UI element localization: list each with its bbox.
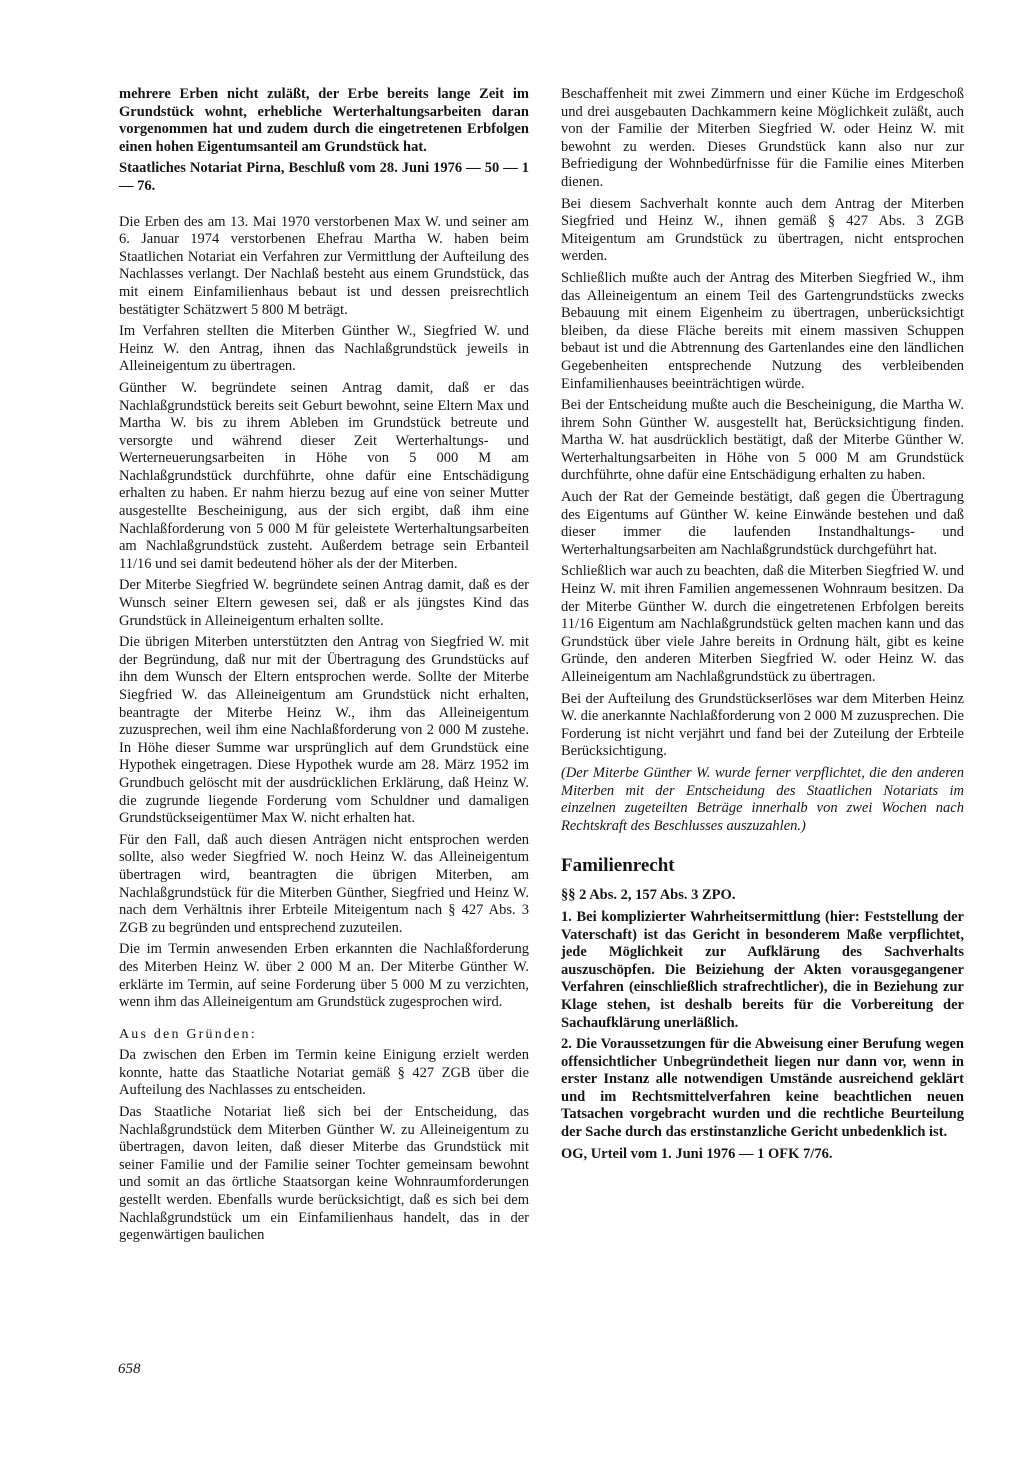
right-column (561, 86, 964, 1167)
headnote: 2. Die Voraussetzungen für die Abweisung einer Berufung wegen offensichtlicher Unbegründetheit liegen nur dann vor, wenn in erster Instanz alle notwendigen Umstände ausreichend geklärt und im Rechtsmittelverfahren keine beachtlichen neuen Tatsachen vorgebracht wurden und die rechtliche Beurteilung der Sache durch das erstinstanzliche Gericht unbedenklich ist. (561, 1036, 964, 1141)
section-heading: Familienrecht (561, 855, 675, 877)
reasons-paragraph: Auch der Rat der Gemeinde bestätigt, daß gegen die Übertragung des Eigentums auf Günther W. keine Einwände bestehen und daß dieser immer die laufenden Instandhaltungs- und Werterhaltungsarbeiten am Nachlaßgrundstück durchgeführt hat. (561, 489, 964, 558)
headnote: 1. Bei komplizierter Wahrheitsermittlung (hier: Feststellung der Vaterschaft) ist das Gericht in besonderem Maße verpflichtet, jede Möglichkeit zur Aufklärung des Sachverhalts auszuschöpfen. Die Beiziehung der Akten vorausgegangener Verfahren (einschließlich strafrechtlicher), die in Beziehung zur Klage stehen, ist deshalb bereits für die Vorbereitung der Sachaufklärung unerläßlich. (561, 908, 964, 1031)
statute-reference: §§ 2 Abs. 2, 157 Abs. 3 ZPO. (561, 887, 736, 904)
reasons-paragraph: Schließlich war auch zu beachten, daß die Miterben Siegfried W. und Heinz W. mit ihren Familien angemessenen Wohnraum besitzen. Da der Miterbe Günther W. durch die eingetretenen Erbfolgen bereits 11/16 Eigentum am Nachlaßgrundstück gelten machen kann und das Grundstück über viele Jahre bereits in Ordnung hält, gibt es keine Gründe, den anderen Miterben Siegfried W. oder Heinz W. das Alleineigentum am Nachlaßgrundstück zu übertragen. (561, 563, 964, 685)
facts-paragraph: Günther W. begründete seinen Antrag damit, daß er das Nachlaßgrundstück bereits seit Geburt bewohnt, seine Eltern Max und Martha W. bis zu ihrem Ableben im Grundstück betreute und versorgte und während dieser Zeit Werterhaltungs- und Werterneuerungsarbeiten in Höhe von 5 000 M am Nachlaßgrundstück durchführte, ohne dafür eine Entschädigung erhalten zu haben. Er nahm hierzu bezug auf eine von seiner Mutter ausgestellte Bescheinigung, aus der sich ergibt, daß ihm eine Nachlaßforderung von 5 000 M für geleistete Werterhaltungsarbeiten am Nachlaßgrundstück zusteht. Außerdem betrage sein Erbanteil 11/16 und sei damit bedeutend höher als der der Miterben. (119, 379, 529, 572)
decision-summary: mehrere Erben nicht zuläßt, der Erbe bereits lange Zeit im Grundstück wohnt, erhebliche Werterhaltungsarbeiten daran vorgenommen hat und zudem durch die eingetretenen Erbfolgen einen hohen Eigentumsanteil am Grundstück hat. (119, 86, 529, 155)
reasons-paragraph: Schließlich mußte auch der Antrag des Miterben Siegfried W., ihm das Alleineigentum an einem Teil des Gartengrundstücks zwecks Bebauung mit einem Eigenheim zu übertragen, unberücksichtigt bleiben, da diese Fläche bereits mit einem massiven Schuppen bebaut ist und die Abtrennung des Gartenlandes eine den ländlichen Gegebenheiten entsprechende Nutzung des verbleibenden Einfamilienhauses beeinträchtigen würde. (561, 269, 964, 392)
facts-paragraph: Für den Fall, daß auch diesen Anträgen nicht entsprochen werden sollte, also weder Siegfried W. noch Heinz W. das Alleineigentum übertragen wird, beantragten die übrigen Miterben, am Nachlaßgrundstück für die Miterben Günther, Siegfried und Heinz W. nach dem Verhältnis ihrer Erbteile Miteigentum nach § 427 Abs. 3 ZGB zu begründen und entsprechend zuzuteilen. (119, 831, 529, 936)
reasons-paragraph: Bei der Aufteilung des Grundstückserlöses war dem Miterben Heinz W. die anerkannte Nachlaßforderung von 2 000 M zuzusprechen. Die Forderung ist nicht verjährt und fand bei der Zuteilung der Erbteile Berücksichtigung. (561, 690, 964, 760)
reasons-heading: Aus den Gründen: (119, 1026, 257, 1042)
facts-paragraph: Die im Termin anwesenden Erben erkannten die Nachlaßforderung des Miterben Heinz W. über 2 000 M an. Der Miterbe Günther W. erklärte im Termin, auf seine Forderung über 5 000 M zu verzichten, wenn ihm das Alleineigentum am Grundstück zugesprochen wird. (119, 941, 529, 1011)
left-column (119, 86, 529, 1249)
reasons-paragraph: Da zwischen den Erben im Termin keine Einigung erzielt werden konnte, hatte das Staatliche Notariat gemäß § 427 ZGB über die Aufteilung des Nachlasses zu entscheiden. (119, 1047, 529, 1099)
page-number: 658 (118, 1361, 141, 1377)
reasons-paragraph: Beschaffenheit mit zwei Zimmern und einer Küche im Erdgeschoß und drei ausgebauten Dachkammern keine Möglichkeit zuläßt, auch von der Familie der Miterben Siegfried W. oder Heinz W. mit bewohnt zu werden. Dieses Grundstück kann also nur zur Befriedigung der Wohnbedürfnisse für die Familie eines Miterben dienen. (561, 86, 964, 190)
reasons-paragraph: Bei der Entscheidung mußte auch die Bescheinigung, die Martha W. ihrem Sohn Günther W. ausgestellt hat, Berücksichtigung finden. Martha W. hat ausdrücklich bestätigt, daß der Miterbe Günther W. Werterhaltungsarbeiten in Höhe von 5 000 M am Grundstück durchführte, ohne dafür eine Entschädigung erhalten zu haben. (561, 397, 964, 484)
reasons-paragraph: Bei diesem Sachverhalt konnte auch dem Antrag der Miterben Siegfried und Heinz W., ihnen gemäß § 427 Abs. 3 ZGB Miteigentum am Grundstück zu übertragen, nicht entsprochen werden. (561, 195, 964, 265)
editorial-note: (Der Miterbe Günther W. wurde ferner verpflichtet, die den anderen Miterben mit der Entscheidung des Staatlichen Notariats im einzelnen zugeteilten Beträge innerhalb von zwei Wochen nach Rechtskraft des Beschlusses auszuzahlen.) (561, 764, 964, 834)
facts-paragraph: Im Verfahren stellten die Miterben Günther W., Siegfried W. und Heinz W. den Antrag, ihnen das Nachlaßgrundstück jeweils in Alleineigentum zu übertragen. (119, 323, 529, 375)
facts-paragraph: Die Erben des am 13. Mai 1970 verstorbenen Max W. und seiner am 6. Januar 1974 verstorbenen Ehefrau Martha W. haben beim Staatlichen Notariat ein Verfahren zur Vermittlung der Aufteilung des Nachlasses verlangt. Der Nachlaß besteht aus einem Grundstück, das mit einem Einfamilienhaus bebaut ist und dessen preisrechtlich bestätigter Schätzwert 5 800 M beträgt. (119, 213, 529, 318)
notary-citation: Staatliches Notariat Pirna, Beschluß vom 28. Juni 1976 — 50 — 1 — 76. (119, 160, 529, 194)
facts-paragraph: Die übrigen Miterben unterstützten den Antrag von Siegfried W. mit der Begründung, daß nur mit der Übertragung des Grundstücks auf ihn dem Wunsch der Eltern entsprochen werde. Sollte der Miterbe Siegfried W. das Alleineigentum am Grundstück nicht erhalten, beantragte der Miterbe Heinz W., ihm das Alleineigentum zuzusprechen, weil ihm eine Nachlaßforderung von 2 000 M zustehe. In Höhe dieser Summe war ursprünglich auf dem Grundstück eine Hypothek eingetragen. Diese Hypothek wurde am 28. März 1952 im Grundbuch gelöscht mit der ausdrücklichen Erklärung, daß Heinz W. die zugrunde liegende Forderung vom Schuldner und damaligen Grundstückseigentümer Max W. nicht erhalten hat. (119, 634, 529, 827)
reasons-paragraph: Das Staatliche Notariat ließ sich bei der Entscheidung, das Nachlaßgrundstück dem Miterben Günther W. zu Alleineigentum zu übertragen, davon leiten, daß dieser Miterbe das Grundstück mit seiner Familie und der Familie seiner Tochter gemeinsam bewohnt und somit an das örtliche Staatsorgan keine Wohnraumforderungen gestellt werden. Ebenfalls wurde berücksichtigt, daß es sich bei dem Nachlaßgrundstück um ein Einfamilienhaus handelt, das in der gegenwärtigen baulichen (119, 1104, 529, 1244)
facts-paragraph: Der Miterbe Siegfried W. begründete seinen Antrag damit, daß es der Wunsch seiner Eltern gewesen sei, daß er als jüngstes Kind das Grundstück in Alleineigentum erhalten sollte. (119, 577, 529, 629)
court-citation: OG, Urteil vom 1. Juni 1976 — 1 OFK 7/76. (561, 1145, 833, 1162)
